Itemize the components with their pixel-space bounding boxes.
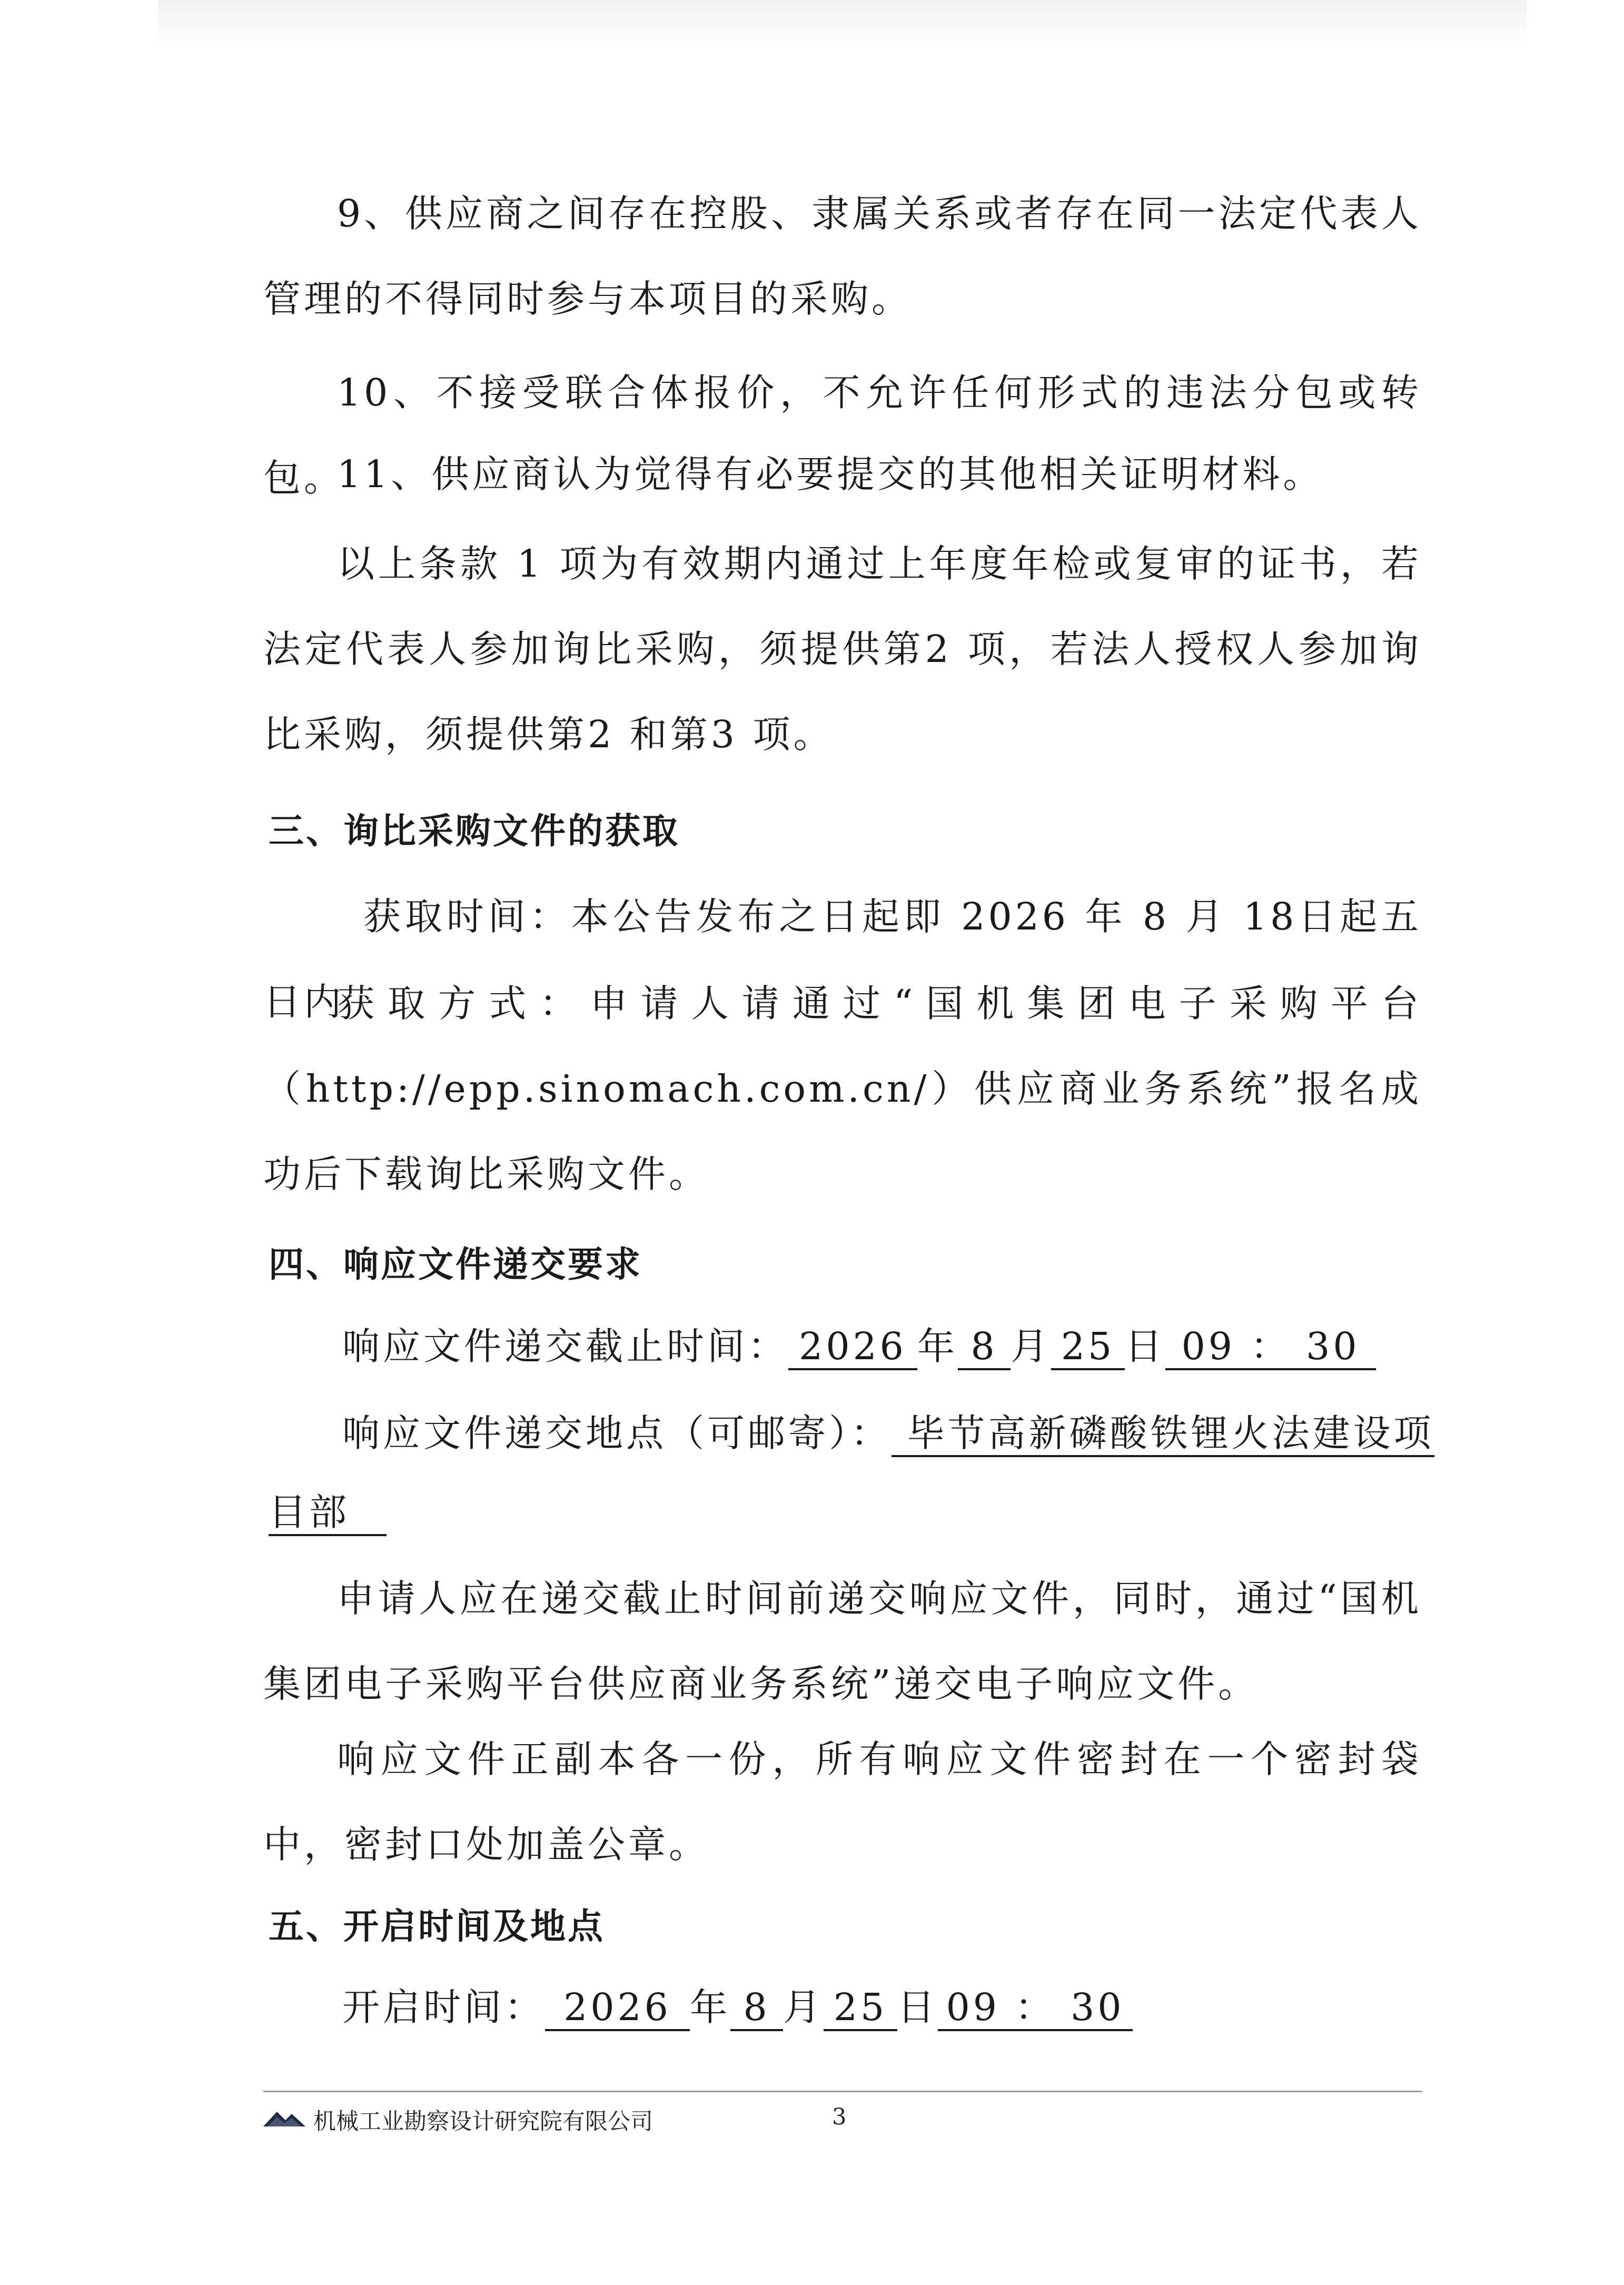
acquisition-time: 获取时间：本公告发布之日起即 2026 年 8 月 18日起五日内 xyxy=(263,895,1422,1024)
submission-location-cont xyxy=(269,1490,387,1536)
deadline-year-unit: 年 xyxy=(917,1324,958,1368)
open-day-unit: 日 xyxy=(897,1985,938,2029)
sealing-instructions: 响应文件正副本各一份，所有响应文件密封在一个密封袋中，密封口处加盖公章。 xyxy=(263,1737,1422,1866)
open-year: 2026 xyxy=(545,1986,690,2031)
page-number: 3 xyxy=(832,2104,847,2130)
deadline-label: 响应文件递交截止时间： xyxy=(342,1324,789,1368)
open-month-unit: 月 xyxy=(783,1985,824,2029)
qualification-note: 以上条款 1 项为有效期内通过上年度年检或复审的证书，若法定代表人参加询比采购，须提供第2 项，若法人授权人参加询比采购，须提供第2 和第3 项。 xyxy=(263,542,1422,756)
location-label: 响应文件递交地点（可邮寄）： xyxy=(342,1411,892,1455)
deadline-day-unit: 日 xyxy=(1125,1324,1166,1368)
open-day: 25 xyxy=(824,1986,897,2031)
mountain-logo-icon xyxy=(263,2108,305,2129)
deadline-month: 8 xyxy=(958,1325,1011,1370)
footer-company: 机械工业勘察设计研究院有限公司 xyxy=(313,2109,653,2135)
open-minute: 30 xyxy=(1071,1985,1125,2029)
deadline-day: 25 xyxy=(1051,1325,1125,1370)
deadline-month-unit: 月 xyxy=(1011,1324,1052,1368)
location-value-line1: 毕节高新磷酸铁锂火法建设项 xyxy=(892,1412,1434,1457)
open-separator: ： xyxy=(1015,1985,1056,2029)
submission-location xyxy=(342,1403,1434,1457)
deadline-year: 2026 xyxy=(788,1325,917,1370)
item-11: 11、供应商认为觉得有必要提交的其他相关证明材料。 xyxy=(337,452,1324,496)
item-9: 9、供应商之间存在控股、隶属关系或者存在同一法定代表人管理的不得同时参与本项目的采购。 xyxy=(263,192,1422,321)
section-3-heading: 三、询比采购文件的获取 xyxy=(269,810,680,852)
opening-time xyxy=(342,1977,1133,2031)
section-5-heading: 五、开启时间及地点 xyxy=(269,1906,605,1947)
acquisition-method: 获取方式：申请人请通过“国机集团电子采购平台（http://epp.sinomach.com.cn/）供应商业务系统”报名成功后下载询比采购文件。 xyxy=(263,982,1422,1196)
deadline-separator: ： xyxy=(1250,1324,1291,1368)
submission-deadline xyxy=(342,1317,1376,1370)
open-label: 开启时间： xyxy=(342,1985,546,2029)
open-time xyxy=(938,1986,1133,2031)
section-4-heading: 四、响应文件递交要求 xyxy=(269,1244,642,1285)
location-value-line2: 目部 xyxy=(269,1491,387,1536)
item-10: 10、不接受联合体报价，不允许任何形式的违法分包或转包。 xyxy=(263,371,1422,500)
open-month: 8 xyxy=(730,1986,783,2031)
submission-instructions: 申请人应在递交截止时间前递交响应文件，同时，通过“国机集团电子采购平台供应商业务系统”递交电子响应文件。 xyxy=(263,1577,1422,1706)
footer-divider xyxy=(263,2091,1422,2092)
deadline-time xyxy=(1165,1325,1376,1370)
deadline-hour: 09 xyxy=(1181,1324,1235,1368)
scan-noise xyxy=(158,0,1527,47)
open-hour: 09 xyxy=(946,1985,1000,2029)
open-year-unit: 年 xyxy=(690,1985,731,2029)
deadline-minute: 30 xyxy=(1306,1324,1360,1368)
